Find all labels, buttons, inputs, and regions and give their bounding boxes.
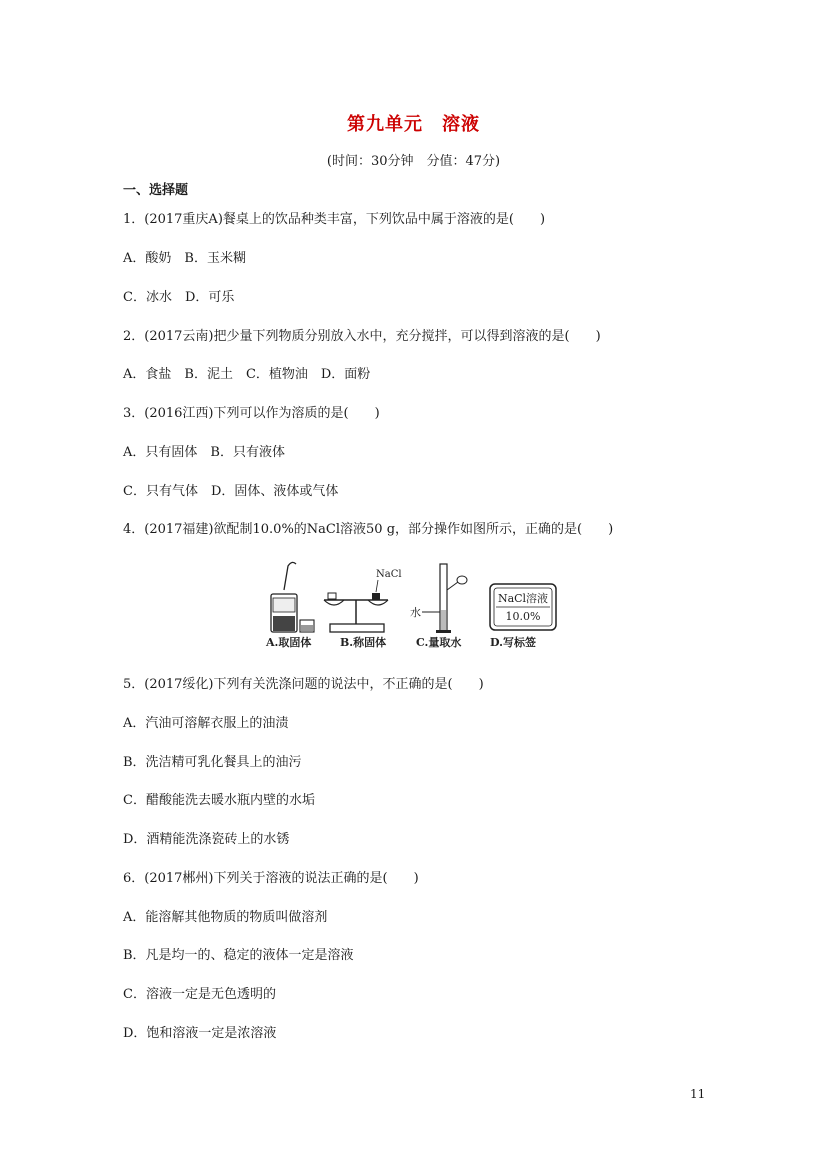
- question-5-option-d: D．酒精能洗涤瓷砖上的水锈: [123, 832, 290, 847]
- question-5-option-a: A．汽油可溶解衣服上的油渍: [123, 716, 289, 731]
- question-1-options-cd: C．冰水 D．可乐: [123, 290, 235, 305]
- question-3-stem: 3．(2016江西)下列可以作为溶质的是( ): [123, 406, 380, 421]
- question-5-stem: 5．(2017绥化)下列有关洗涤问题的说法中，不正确的是( ): [123, 677, 484, 692]
- question-6-option-b: B．凡是均一的、稳定的液体一定是溶液: [123, 948, 354, 963]
- caption-d: D.写标签: [490, 636, 536, 649]
- label-tag-drawing: [490, 584, 556, 630]
- section-heading: 一、选择题: [123, 183, 189, 198]
- question-2-stem: 2．(2017云南)把少量下列物质分别放入水中，充分搅拌，可以得到溶液的是( ): [123, 329, 601, 344]
- question-2-options: A．食盐 B．泥土 C．植物油 D．面粉: [123, 367, 371, 382]
- question-5-option-b: B．洗洁精可乳化餐具上的油污: [123, 755, 302, 770]
- question-3-options-ab: A．只有固体 B．只有液体: [123, 445, 285, 460]
- question-3-options-cd: C．只有气体 D．固体、液体或气体: [123, 484, 339, 499]
- question-1-stem: 1．(2017重庆A)餐桌上的饮品种类丰富，下列饮品中属于溶液的是( ): [123, 212, 546, 227]
- reagent-jar-drawing: [271, 562, 314, 632]
- question-4-stem: 4．(2017福建)欲配制10.0%的NaCl溶液50 g，部分操作如图所示，正确的是( ): [123, 522, 614, 537]
- question-6-option-d: D．饱和溶液一定是浓溶液: [123, 1026, 277, 1041]
- graduated-cylinder-drawing: [410, 564, 467, 633]
- question-6-option-a: A．能溶解其他物质的物质叫做溶剂: [123, 910, 328, 925]
- caption-c: C.量取水: [416, 636, 462, 649]
- question-1-options-ab: A．酸奶 B．玉米糊: [123, 251, 246, 266]
- question-5-option-c: C．醋酸能洗去暖水瓶内壁的水垢: [123, 793, 315, 808]
- tag-line-1: NaCl溶液: [497, 592, 549, 605]
- nacl-label: NaCl: [376, 569, 402, 580]
- balance-drawing: [324, 569, 402, 632]
- question-6-stem: 6．(2017郴州)下列关于溶液的说法正确的是( ): [123, 871, 419, 886]
- exam-info: (时间：30分钟 分值：47分): [326, 154, 501, 169]
- caption-a: A.取固体: [266, 636, 312, 649]
- tag-line-2: 10.0%: [505, 610, 541, 623]
- unit-title: 第九单元 溶液: [347, 114, 480, 135]
- page-number: 11: [690, 1087, 706, 1101]
- water-label: 水: [410, 606, 421, 619]
- caption-b: B.称固体: [340, 636, 387, 649]
- question-6-option-c: C．溶液一定是无色透明的: [123, 987, 276, 1002]
- lab-operations-figure: [262, 560, 562, 652]
